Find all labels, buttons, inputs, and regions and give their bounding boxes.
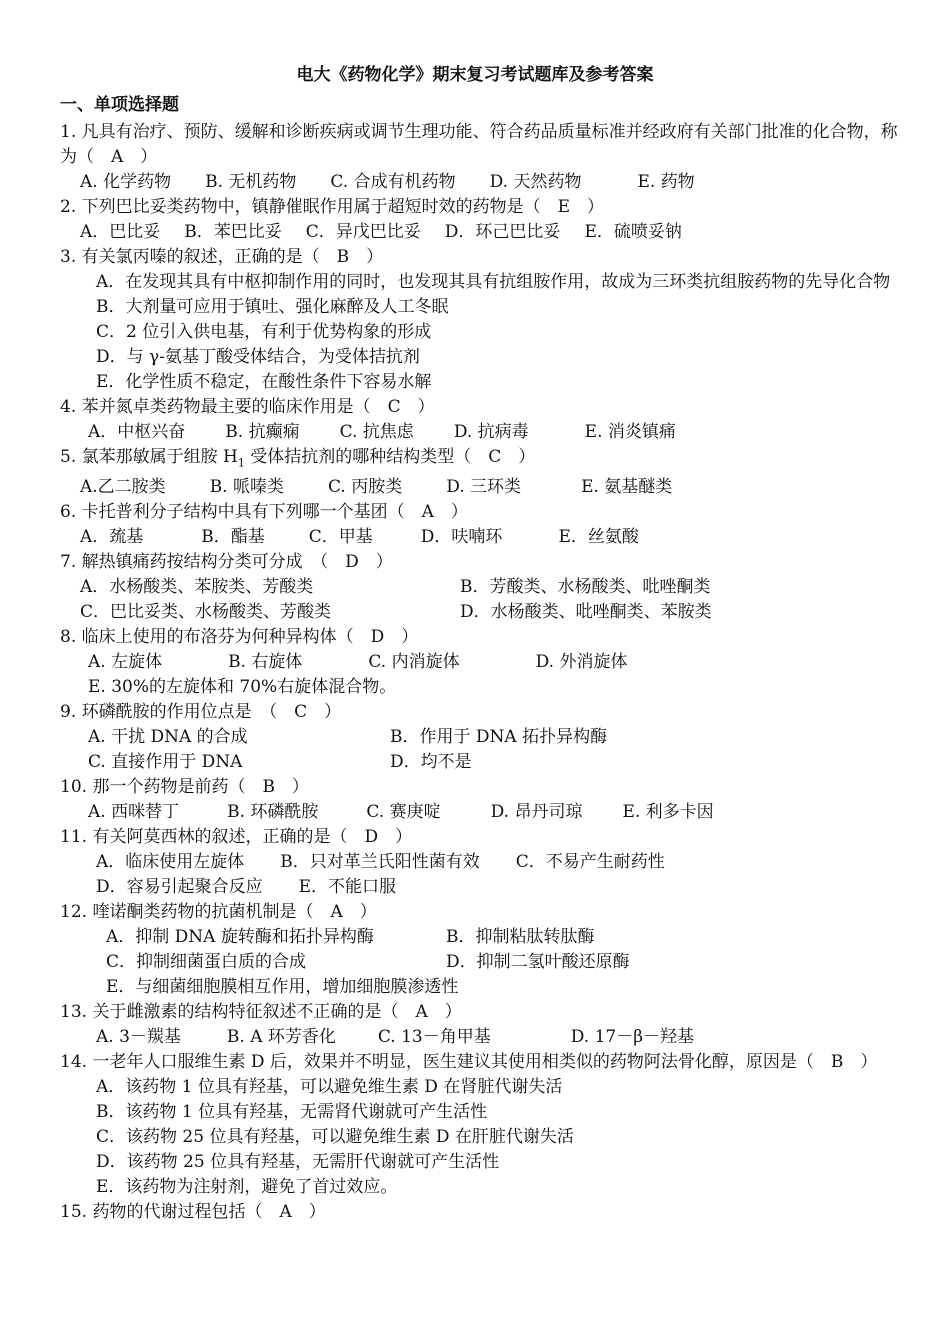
option: D. 昂丹司琼 <box>490 802 583 823</box>
option: D．均不是 <box>390 752 472 773</box>
option: C．异戊巴比妥 <box>305 222 421 242</box>
option: D. 外消旋体 <box>535 652 628 673</box>
option: B. 抗癫痫 <box>225 422 300 442</box>
question-3-option-e: E．化学性质不稳定，在酸性条件下容易水解 <box>96 372 432 392</box>
question-2-stem: 2. 下列巴比妥类药物中，镇静催眠作用属于超短时效的药物是（ E ） <box>60 197 605 217</box>
question-3-stem: 3. 有关氯丙嗪的叙述，正确的是（ B ） <box>60 247 384 267</box>
question-8-stem: 8. 临床上使用的布洛芬为何种异构体（ D ） <box>60 627 419 648</box>
question-4-stem: 4. 苯并氮卓类药物最主要的临床作用是（ C ） <box>60 397 435 417</box>
option: B. 环磷酰胺 <box>227 802 319 823</box>
option: C. 合成有机药物 <box>330 172 456 192</box>
question-14-option-a: A．该药物 1 位具有羟基，可以避免维生素 D 在肾脏代谢失活 <box>96 1077 563 1098</box>
option: B. 右旋体 <box>228 652 303 673</box>
question-12-options-row-2 <box>60 950 900 975</box>
option: D．呋喃环 <box>420 527 503 548</box>
question-12-stem: 12. 喹诺酮类药物的抗菌机制是（ A ） <box>60 902 377 923</box>
question-9-options-row-2 <box>60 750 900 775</box>
question-14-option-c: C．该药物 25 位具有羟基，可以避免维生素 D 在肝脏代谢失活 <box>96 1127 574 1148</box>
option: C．巴比妥类、水杨酸类、芳酸类 <box>80 602 332 623</box>
question-14-stem: 14. 一老年人口服维生素 D 后，效果并不明显，医生建议其使用相类似的药物阿法骨化醇，原因是（ B ） <box>60 1052 878 1073</box>
option: C. 内消旋体 <box>368 652 460 673</box>
option: A．抑制 DNA 旋转酶和拓扑异构酶 <box>106 927 374 948</box>
option: C. 抗焦虑 <box>339 422 414 442</box>
question-7-stem: 7. 解热镇痛药按结构分类可分成 （ D ） <box>60 552 393 573</box>
option: C. 直接作用于 DNA <box>88 752 243 773</box>
option: E．丝氨酸 <box>558 527 639 548</box>
question-5-stem-post: 受体拮抗剂的哪种结构类型（ C ） <box>244 447 536 467</box>
question-6-options <box>60 525 900 550</box>
question-1-stem: 1. 凡具有治疗、预防、缓解和诊断疾病或调节生理功能、符合药品质量标准并经政府有关部门批准的化合物，称为（ A ） <box>60 122 898 167</box>
question-5-stem-subscript: 1 <box>237 456 245 470</box>
option: A．水杨酸类、苯胺类、芳酸类 <box>80 577 314 598</box>
question-15-stem: 15. 药物的代谢过程包括（ A ） <box>60 1202 326 1223</box>
option: D．水杨酸类、吡唑酮类、苯胺类 <box>460 602 712 623</box>
section-heading: 一、单项选择题 <box>60 95 179 115</box>
question-7-options-row-2 <box>60 600 900 625</box>
question-11-stem: 11. 有关阿莫西林的叙述，正确的是（ D ） <box>60 827 413 848</box>
option: A. 干扰 DNA 的合成 <box>88 727 248 748</box>
option: B. A 环芳香化 <box>226 1027 336 1048</box>
question-3-option-b: B．大剂量可应用于镇吐、强化麻醉及人工冬眠 <box>96 297 449 317</box>
option: D. 三环类 <box>446 477 522 498</box>
option: E. 氨基醚类 <box>581 477 673 498</box>
question-10-options <box>60 800 900 825</box>
question-14-option-b: B．该药物 1 位具有羟基，无需肾代谢就可产生活性 <box>96 1102 488 1123</box>
question-3-option-c: C．2 位引入供电基，有利于优势构象的形成 <box>96 322 432 342</box>
option: B．只对革兰氏阳性菌有效 <box>280 852 480 873</box>
option: B．抑制粘肽转肽酶 <box>446 927 595 948</box>
option: A.乙二胺类 <box>80 477 166 498</box>
question-13-options <box>60 1025 900 1050</box>
question-5-stem-pre: 5. 氯苯那敏属于组胺 H <box>60 447 238 467</box>
option: A. 化学药物 <box>80 172 172 192</box>
option: E. 消炎镇痛 <box>584 422 676 442</box>
option: C. 丙胺类 <box>328 477 403 498</box>
option: C. 13－角甲基 <box>377 1027 491 1048</box>
question-5-options <box>60 475 900 500</box>
option: A．临床使用左旋体 <box>96 852 245 873</box>
option: C. 赛庚啶 <box>366 802 441 823</box>
option: D. 17－β－羟基 <box>570 1027 695 1048</box>
option: C．抑制细菌蛋白质的合成 <box>106 952 307 973</box>
option: C．甲基 <box>308 527 373 548</box>
question-12-options-row-1 <box>60 925 900 950</box>
option: B．作用于 DNA 拓扑异构酶 <box>390 727 608 748</box>
option: B．芳酸类、水杨酸类、吡唑酮类 <box>460 577 711 598</box>
question-1-options <box>60 170 900 195</box>
question-3-option-a: A．在发现其具有中枢抑制作用的同时，也发现其具有抗组胺作用，故成为三环类抗组胺药物的先导化合物 <box>96 272 891 292</box>
question-9-stem: 9. 环磷酰胺的作用位点是 （ C ） <box>60 702 342 723</box>
option: D. 天然药物 <box>489 172 582 192</box>
question-14-option-d: D．该药物 25 位具有羟基，无需肝代谢就可产生活性 <box>96 1152 500 1173</box>
question-8-options <box>60 650 900 675</box>
option: A．中枢兴奋 <box>88 422 186 442</box>
option: D. 抗病毒 <box>453 422 529 442</box>
question-4-options <box>60 420 900 445</box>
question-11-options-row-1 <box>60 850 900 875</box>
option: A. 西咪替丁 <box>88 802 180 823</box>
option: E．硫喷妥钠 <box>584 222 682 242</box>
question-9-options-row-1 <box>60 725 900 750</box>
question-11-options-row-2 <box>60 875 900 900</box>
question-10-stem: 10. 那一个药物是前药（ B ） <box>60 777 309 798</box>
option: E. 药物 <box>637 172 695 192</box>
option: E. 利多卡因 <box>622 802 714 823</box>
option: A．巴比妥 <box>80 222 161 242</box>
option: B．酯基 <box>201 527 265 548</box>
option: A. 左旋体 <box>88 652 163 673</box>
question-6-stem: 6. 卡托普利分子结构中具有下列哪一个基团（ A ） <box>60 502 468 523</box>
question-8-option-e: E. 30%的左旋体和 70%右旋体混合物。 <box>88 677 397 698</box>
option: D．容易引起聚合反应 <box>96 877 263 898</box>
option: B. 哌嗪类 <box>209 477 284 498</box>
option: C．不易产生耐药性 <box>515 852 665 873</box>
document-title: 电大《药物化学》期末复习考试题库及参考答案 <box>296 65 654 85</box>
option: A. 3－羰基 <box>96 1027 181 1048</box>
option: D．环己巴比妥 <box>444 222 561 242</box>
question-7-options-row-1 <box>60 575 900 600</box>
question-13-stem: 13. 关于雌激素的结构特征叙述不正确的是（ A ） <box>60 1002 462 1023</box>
question-3-option-d: D．与 γ-氨基丁酸受体结合，为受体拮抗剂 <box>96 347 420 367</box>
option: E．不能口服 <box>298 877 397 898</box>
question-14-option-e: E．该药物为注射剂，避免了首过效应。 <box>96 1177 398 1198</box>
option: B．苯巴比妥 <box>184 222 282 242</box>
question-list <box>60 120 900 1225</box>
option: B. 无机药物 <box>205 172 297 192</box>
option: A．巯基 <box>80 527 144 548</box>
question-5-stem <box>60 445 900 475</box>
question-2-options <box>60 220 900 245</box>
question-12-option-e: E．与细菌细胞膜相互作用，增加细胞膜渗透性 <box>106 977 459 998</box>
option: D．抑制二氢叶酸还原酶 <box>446 952 630 973</box>
